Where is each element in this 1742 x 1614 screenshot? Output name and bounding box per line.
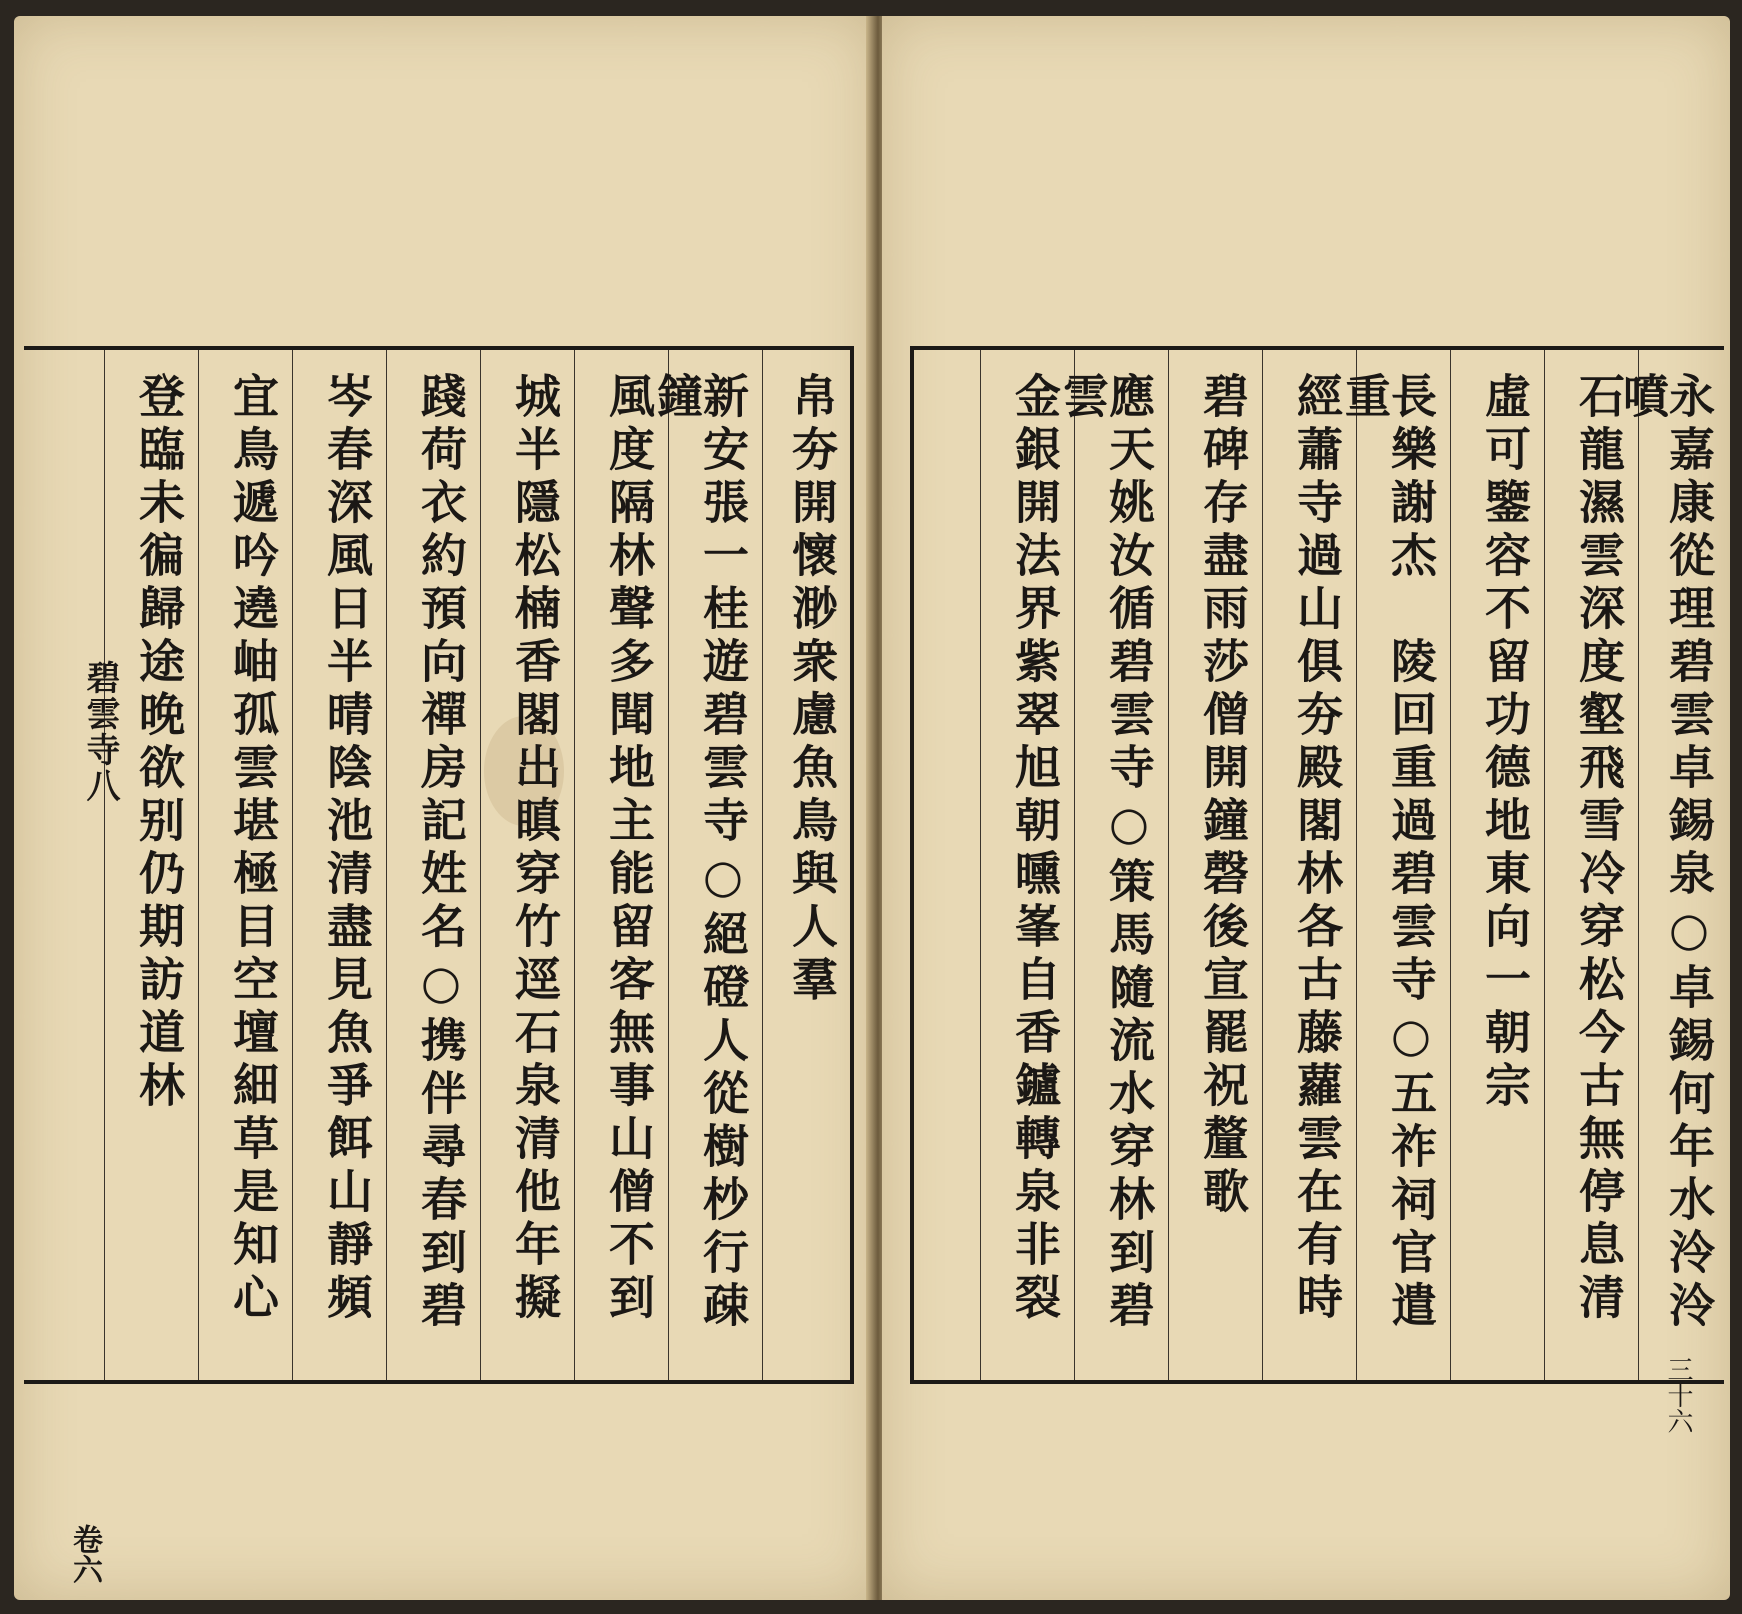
margin-title: 碧雲寺八 xyxy=(80,660,120,804)
column-text: 應天姚汝循碧雲寺○策馬隨流水穿林到碧雲 xyxy=(1056,372,1156,1334)
left-margin-column xyxy=(24,350,104,1380)
column-text: 岑春深風日半晴陰池清盡見魚爭餌山靜頻 xyxy=(320,372,374,1326)
right-column-5 xyxy=(1262,350,1357,1380)
column-text: 長樂謝杰 陵回重過碧雲寺○五祚祠官遣重 xyxy=(1338,372,1438,1334)
right-column-4 xyxy=(1338,350,1451,1380)
left-text-frame xyxy=(24,346,854,1384)
right-text-frame xyxy=(910,346,1724,1384)
left-column-6 xyxy=(292,350,387,1380)
right-column-1 xyxy=(1616,350,1725,1380)
book-spread xyxy=(14,16,1730,1600)
column-text: 石龍濕雲深度壑飛雪冷穿松今古無停息清 xyxy=(1572,372,1626,1326)
right-column-7 xyxy=(1056,350,1169,1380)
right-column-3 xyxy=(1450,350,1545,1380)
left-page xyxy=(14,16,874,1600)
right-empty-column xyxy=(914,350,980,1380)
juan-label: 卷六 xyxy=(67,1524,102,1584)
column-text: 經蕭寺過山俱夯殿閣林各古藤蘿雲在有時 xyxy=(1290,372,1344,1326)
left-column-8 xyxy=(104,350,199,1380)
right-column-8 xyxy=(980,350,1075,1380)
right-column-2 xyxy=(1544,350,1639,1380)
column-text: 城半隱松楠香閣出瞋穿竹逕石泉清他年擬 xyxy=(508,372,562,1326)
right-page xyxy=(882,16,1730,1600)
left-column-5 xyxy=(386,350,481,1380)
column-text: 風度隔林聲多聞地主能留客無事山僧不到 xyxy=(602,372,656,1326)
right-column-6 xyxy=(1168,350,1263,1380)
left-column-1 xyxy=(762,350,847,1380)
folio-number: 三十六 xyxy=(1663,1356,1693,1434)
column-text: 虛可鑒容不留功德地東向一朝宗 xyxy=(1478,372,1532,1114)
column-text: 宜鳥遞吟遶岫孤雲堪極目空壇細草是知心 xyxy=(226,372,280,1326)
column-text: 永嘉康從理碧雲卓錫泉○卓錫何年水泠泠噴 xyxy=(1616,372,1716,1334)
column-text: 登臨未徧歸途晚欲别仍期訪道林 xyxy=(132,372,186,1114)
left-column-3 xyxy=(574,350,669,1380)
left-column-7 xyxy=(198,350,293,1380)
column-text: 帛夯開懷渺衆慮魚鳥與人羣 xyxy=(785,372,839,1008)
left-column-4 xyxy=(480,350,575,1380)
column-text: 金銀開法界紫翠旭朝曛峯自香鑪轉泉非裂 xyxy=(1008,372,1062,1326)
column-text: 碧碑存盡雨莎僧開鐘磬後宣罷祝釐歌 xyxy=(1196,372,1250,1220)
column-text: 踐荷衣約預向禪房記姓名○携伴尋春到碧 xyxy=(414,372,468,1334)
left-column-2 xyxy=(650,350,763,1380)
column-text: 新安張一桂遊碧雲寺○絕磴人從樹杪行疎鐘 xyxy=(650,372,750,1334)
